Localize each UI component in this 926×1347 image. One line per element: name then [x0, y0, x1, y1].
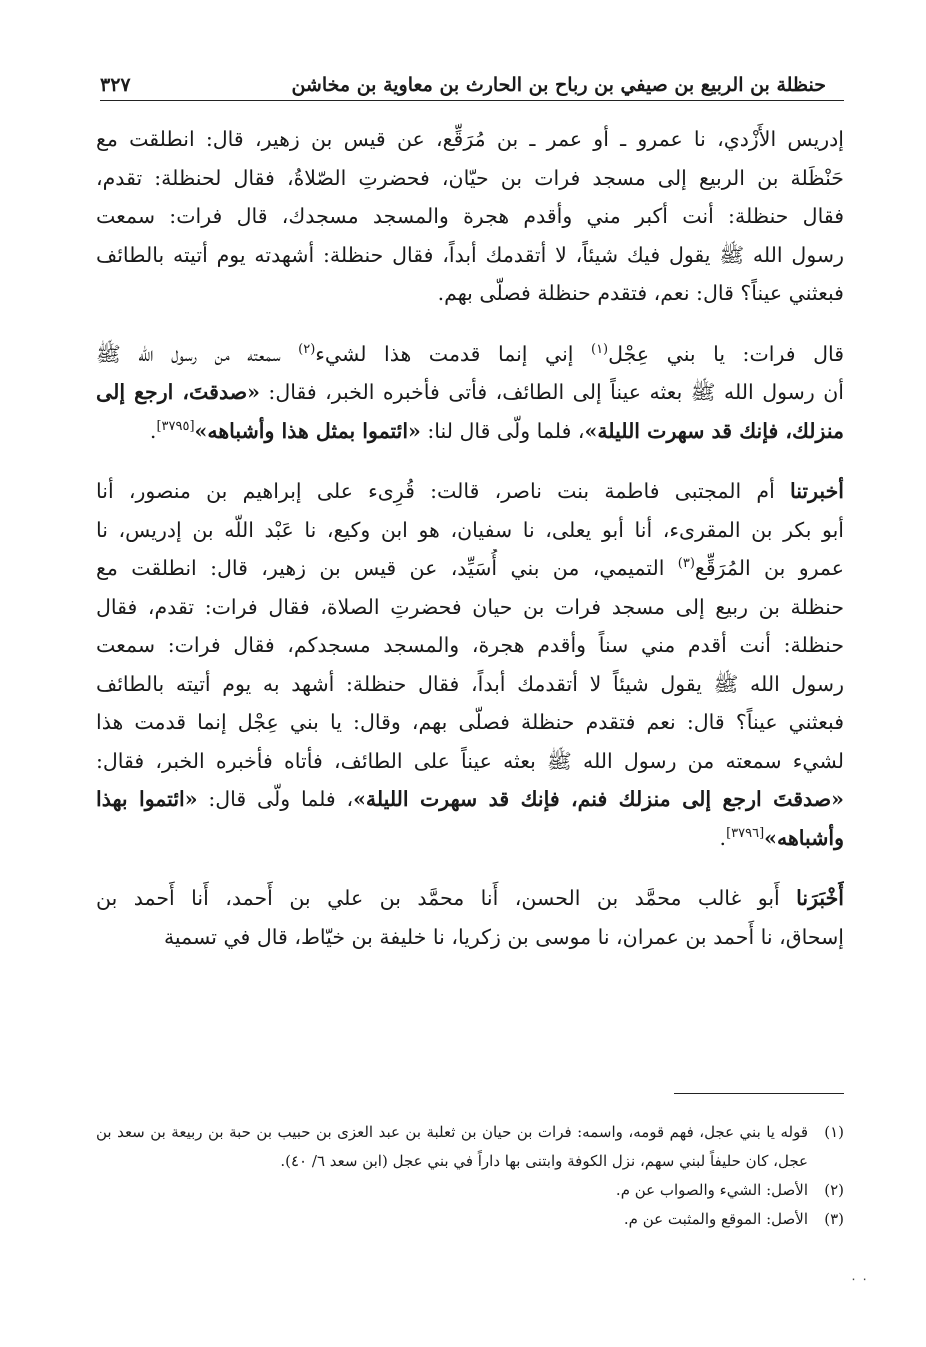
text-segment: «ائتموا بهذا [96, 787, 198, 811]
text-line [96, 236, 844, 275]
footnote-reference: (٣) [677, 556, 695, 572]
text-segment: حنظلة بن ربيع إلى مسجد فرات بن حيان فحضرتِ الصلاة، فقال فرات: تقدم، فقال [96, 594, 844, 619]
text-line [96, 335, 844, 374]
text-line [96, 549, 844, 588]
footnote-reference: (١) [590, 341, 609, 357]
text-line [96, 373, 844, 412]
text-line [96, 626, 844, 665]
main-text [96, 120, 844, 956]
text-segment: «صدقتَ، ارجع إلى [96, 380, 260, 404]
text-segment: أخبرتنا [789, 479, 844, 503]
footnote-reference: (٢) [298, 341, 316, 357]
text-line [96, 274, 844, 313]
page-number: ٣٢٧ [100, 74, 131, 96]
header-divider [100, 100, 844, 101]
text-line [96, 879, 844, 918]
text-line [96, 665, 844, 704]
paragraph [96, 472, 844, 857]
text-segment: فبعثني عيناً؟ قال: نعم فتقدم حنظلة فصلّى بهم، وقال: يا بني عِجْل إنما قدمت هذا [96, 710, 844, 734]
text-segment: حنظلة: أنت أقدم مني سناً وأقدم هجرة، والمسجد مسجدكم، فقال فرات: سمعت [96, 633, 844, 657]
paragraph [96, 879, 844, 956]
text-segment: أَخْبَرَنا [796, 886, 844, 910]
text-line [96, 159, 844, 198]
text-segment: وأشباهه» [764, 825, 844, 850]
footnote [96, 1176, 844, 1205]
footnotes [96, 1118, 844, 1234]
text-segment: حَنْظَلة بن الربيع إلى مسجد فرات بن حيّان، فحضرتِ الصّلاةُ، فقال لحنظلة: تقدم، [96, 165, 844, 190]
text-line [96, 703, 844, 742]
footnote-text: الأصل: الشيء والصواب عن م. [615, 1181, 808, 1199]
text-line [96, 819, 844, 858]
running-header-title: حنظلة بن الربيع بن صيفي بن رباح بن الحارث بن معاوية بن مخاشن [291, 74, 826, 96]
text-segment: منزلك، فإنك قد سهرت الليلة» [584, 418, 844, 443]
footnote-number: (١) [824, 1123, 844, 1141]
paragraph [96, 120, 844, 313]
footnote-divider [674, 1093, 844, 1094]
text-line [96, 742, 844, 781]
text-segment: إني إنما قدمت هذا لشيء [315, 341, 591, 366]
footnote-reference: [٣٧٩٦] [726, 825, 765, 841]
text-line [96, 511, 844, 550]
text-segment: أبو بكر بن المقرىء، أنا أبو يعلى، نا سفيان، هو ابن وكيع، نا عَبْد اللّه بن إدريس، نا [96, 517, 844, 542]
footnote-reference: [٣٧٩٥] [156, 418, 195, 434]
text-segment: لشيء سمعته من رسول الله ﷺ بعثه عيناً على الطائف، فأتاه فأخبره الخبر، فقال: [96, 748, 844, 773]
text-segment: عمرو بن المُرَقِّع [694, 556, 844, 580]
text-line [96, 197, 844, 236]
text-segment: . [719, 825, 727, 850]
footnote-text: قوله يا بني عجل، فهم قومه، واسمه: فرات بن حيان بن ثعلبة بن عبد العزى بن حبيب بن حبة بن ربيعة بن سعد بن عجل، كان حليفاً لبني سهم، نزل الكوفة وابتنى بها داراً في بني عجل (ابن سعد ٦/ ٤٠). [96, 1123, 808, 1170]
text-segment: فبعثني عيناً؟ قال: نعم، فتقدم حنظلة فصلّى بهم. [437, 281, 844, 305]
paragraph [96, 335, 844, 451]
text-line [96, 472, 844, 511]
text-line [96, 780, 844, 819]
footnote-number: (٢) [824, 1181, 844, 1199]
text-segment: أَبو غالب محمَّد بن الحسن، أَنا محمَّد بن علي بن أَحمد، أَنا أَحمد بن [96, 886, 797, 910]
text-segment: . [149, 418, 157, 443]
text-segment: أم المجتبى فاطمة بنت ناصر، قالت: قُرِىء على إبراهيم بن منصور، أنا [96, 479, 790, 503]
corner-mark: ٠ ٠ [850, 1272, 869, 1287]
text-segment: «ائتموا بمثل هذا وأشباهه» [194, 418, 421, 443]
text-segment: إدريس الأَزْدي، نا عمرو ـ أو عمر ـ بن مُرَقِّع، عن قيس بن زهير، قال: انطلقت مع [96, 127, 844, 151]
footnote [96, 1118, 844, 1176]
text-line [96, 120, 844, 159]
running-header [100, 60, 826, 96]
text-segment: قال فرات: يا بني عِجْل [608, 341, 844, 366]
text-segment: إسحاق، نا أَحمد بن عمران، نا موسى بن زكريا، نا خليفة بن خيّاط، قال في تسمية [163, 924, 844, 949]
text-line [96, 918, 844, 957]
text-segment: أن رسول الله ﷺ بعثه عيناً إلى الطائف، فأتى فأخبره الخبر، فقال: [259, 380, 844, 404]
text-segment: ، فلما ولّى قال لنا: [420, 418, 585, 443]
text-segment: «صدقتَ ارجع إلى منزلك فنم، فإنك قد سهرت الليلة» [353, 787, 844, 811]
text-segment: التميمي، من بني أُسَيِّد، عن قيس بن زهير، قال: انطلقت مع [96, 556, 678, 580]
footnote-number: (٣) [824, 1210, 844, 1228]
text-segment: رسول الله ﷺ يقول شيئاً لا أتقدمك أبداً، فقال حنظلة: أشهد به يوم أتيته بالطائف [96, 671, 844, 696]
footnote-text: الأصل: الموقع والمثبت عن م. [623, 1210, 808, 1228]
text-line [96, 412, 844, 451]
text-segment: رسول الله ﷺ يقول فيك شيئاً، لا أتقدمك أبداً، فقال حنظلة: أشهدته يوم أتيته بالطائف [96, 242, 844, 267]
text-segment: فقال حنظلة: أنت أكبر مني وأقدم هجرة والمسجد مسجدك، قال فرات: سمعت [96, 204, 844, 228]
text-segment: ، فلما ولّى قال: [197, 787, 354, 811]
footnote [96, 1205, 844, 1234]
text-line [96, 588, 844, 627]
text-segment: سمعته من رسول الله ﷺ [96, 341, 299, 366]
